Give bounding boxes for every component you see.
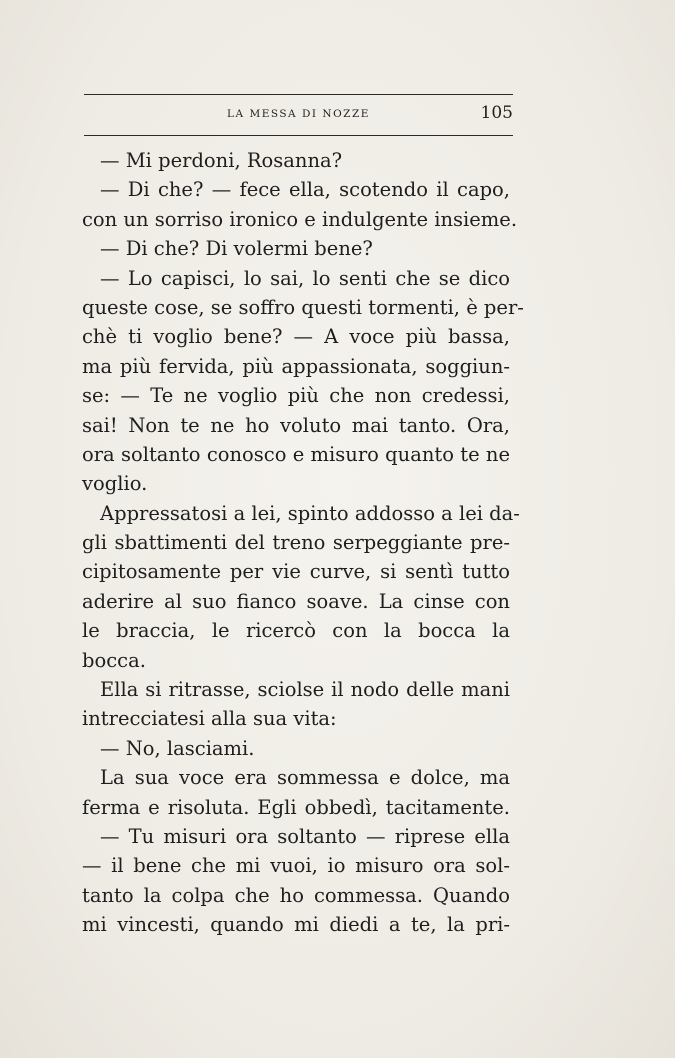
header-rule-bottom: [84, 135, 513, 136]
text-line: aderire al suo fianco soave. La cinse con: [82, 589, 510, 613]
text-line: La sua voce era sommessa e dolce, ma: [100, 766, 510, 790]
text-line: se: — Te ne voglio più che non credessi,: [82, 384, 510, 408]
text-line: — il bene che mi vuoi, io misuro ora sol-: [82, 854, 510, 878]
text-line: — Lo capisci, lo sai, lo senti che se dico: [100, 266, 510, 290]
text-line: — Di che? Di volermi bene?: [100, 237, 373, 261]
text-line: sai! Non te ne ho voluto mai tanto. Ora,: [82, 413, 510, 437]
text-line: con un sorriso ironico e indulgente insieme.: [82, 207, 518, 231]
text-line: — Mi perdoni, Rosanna?: [100, 149, 343, 172]
text-line: Appressatosi a lei, spinto addosso a lei da-: [100, 501, 520, 525]
text-line: — Di che? — fece ella, scotendo il capo,: [100, 178, 510, 202]
header-rule-top: [84, 94, 513, 95]
page-number: 105: [480, 103, 513, 123]
text-line: mi vincesti, quando mi diedi a te, la pri-: [82, 913, 510, 937]
text-line: ora soltanto conosco e misuro quanto te ne: [82, 442, 510, 466]
text-line: — No, lasciami.: [100, 736, 255, 760]
text-line: cipitosamente per vie curve, si sentì tutto: [82, 560, 510, 584]
text-line: le braccia, le ricercò con la bocca la: [82, 619, 510, 643]
text-line: chè ti voglio bene? — A voce più bassa,: [82, 325, 510, 349]
running-title: LA MESSA DI NOZZE: [227, 108, 370, 120]
text-line: bocca.: [82, 648, 146, 672]
text-line: voglio.: [82, 472, 148, 496]
text-line: tanto la colpa che ho commessa. Quando: [82, 883, 510, 907]
text-line: gli sbattimenti del treno serpeggiante pre-: [82, 531, 510, 555]
text-line: ma più fervida, più appassionata, soggiun-: [82, 354, 510, 378]
body-text: [82, 146, 524, 940]
text-line: intrecciatesi alla sua vita:: [82, 707, 337, 731]
text-line: — Tu misuri ora soltanto — riprese ella: [100, 824, 510, 848]
text-line: queste cose, se soffro questi tormenti, è per-: [82, 295, 524, 319]
text-line: Ella si ritrasse, sciolse il nodo delle mani: [100, 678, 510, 702]
text-line: ferma e risoluta. Egli obbedì, tacitamente.: [82, 795, 510, 819]
